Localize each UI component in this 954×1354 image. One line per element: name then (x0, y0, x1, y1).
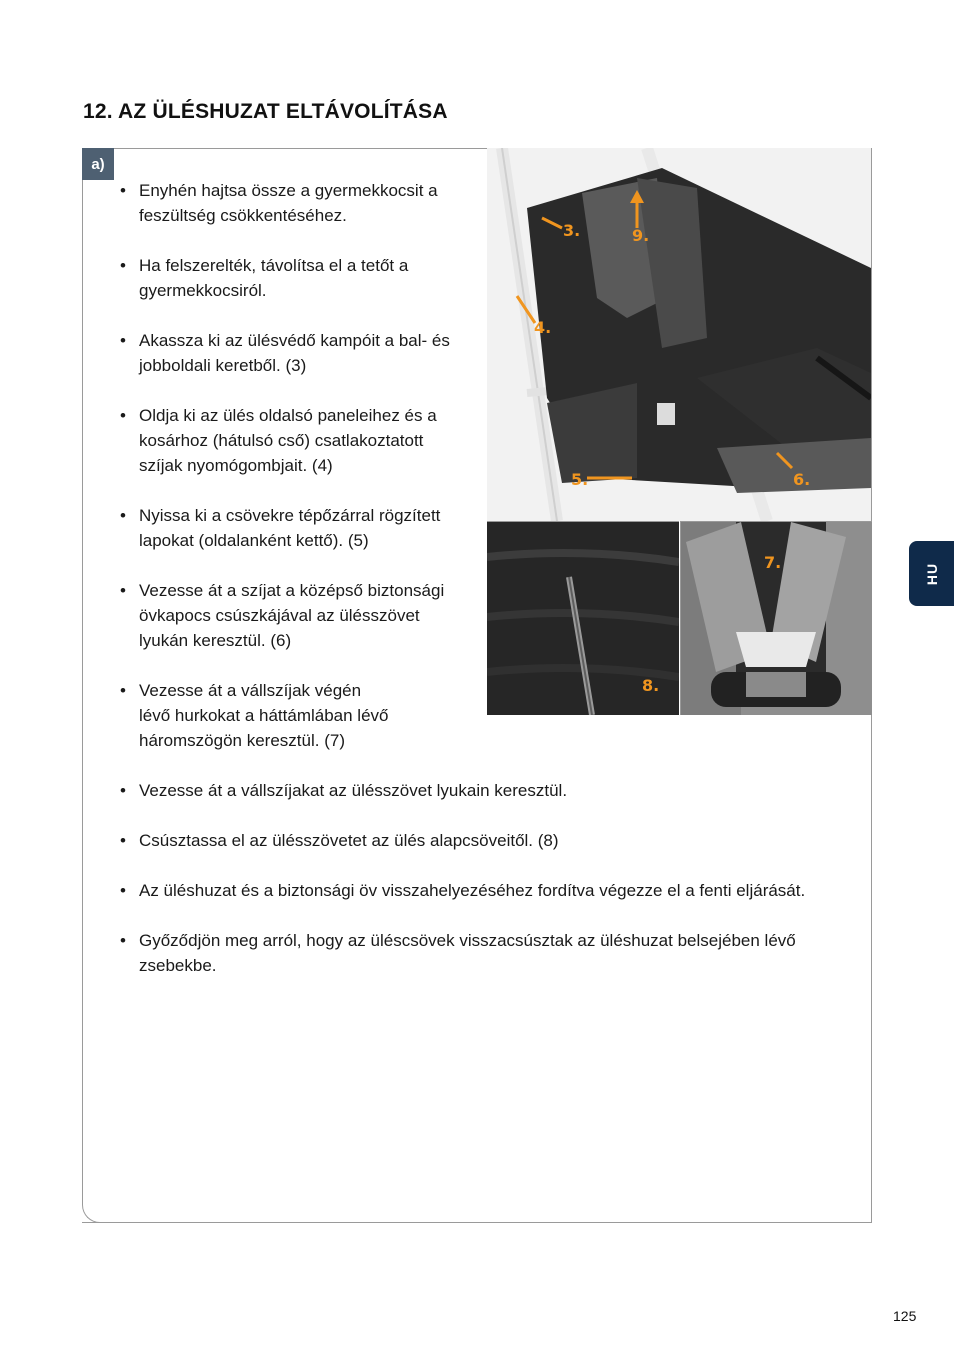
callout-5: 5. (571, 470, 589, 489)
shoulder-strap-detail-photo (680, 521, 872, 715)
instruction-item (119, 578, 481, 653)
instruction-line: • Vezesse át a szíjat a középső biztonsági (139, 581, 445, 600)
step-label: a) (82, 148, 114, 180)
instruction-line: háromszögön keresztül. (7) (139, 731, 345, 750)
instruction-line: gyermekkocsiról. (139, 281, 267, 300)
instruction-line: szíjak nyomógombjait. (4) (139, 456, 333, 475)
instruction-line: • Oldja ki az ülés oldalsó paneleihez és a (139, 406, 437, 425)
instruction-line: • Nyissa ki a csövekre tépőzárral rögzített (139, 506, 441, 525)
instruction-line: • Az üléshuzat és a biztonsági öv visszahelyezéséhez fordítva végezze el a fenti eljárását. (139, 881, 806, 900)
section-title: 12. AZ ÜLÉSHUZAT ELTÁVOLÍTÁSA (83, 100, 448, 123)
instruction-line: • Győződjön meg arról, hogy az üléscsövek visszacsúsztak az üléshuzat belsejében lévő (139, 931, 796, 950)
instruction-line: • Enyhén hajtsa össze a gyermekkocsit a (139, 181, 438, 200)
instruction-line: feszültség csökkentéséhez. (139, 206, 347, 225)
callout-6: 6. (793, 470, 811, 489)
instruction-item (119, 828, 805, 853)
instruction-line: lyukán keresztül. (6) (139, 631, 292, 650)
instruction-line: övkapocs csúszkájával az ülésszövet (139, 606, 420, 625)
instruction-item (119, 403, 481, 478)
instruction-item (119, 328, 481, 378)
instruction-line: • Vezesse át a vállszíjak végén (139, 681, 362, 700)
strap-detail-illustration (681, 522, 872, 715)
instruction-line: zsebekbe. (139, 956, 217, 975)
callout-9: 9. (632, 226, 650, 245)
instruction-item (119, 878, 805, 903)
instruction-item (119, 678, 481, 753)
instruction-line: • Akassza ki az ülésvédő kampóit a bal- és (139, 331, 450, 350)
callout-3: 3. (563, 221, 581, 240)
instruction-item (119, 503, 481, 553)
instruction-item (119, 253, 481, 303)
language-tab-label: HU (923, 562, 940, 585)
callout-4: 4. (534, 318, 552, 337)
seat-tube-detail-photo (487, 521, 679, 715)
callout-8: 8. (642, 676, 660, 695)
instruction-line: jobboldali keretből. (3) (139, 356, 307, 375)
stroller-seat-photo (487, 148, 871, 521)
instruction-item (119, 928, 805, 978)
callout-7: 7. (764, 553, 782, 572)
instruction-line: lévő hurkokat a háttámlában lévő (139, 706, 389, 725)
instruction-line: lapokat (oldalanként kettő). (5) (139, 531, 369, 550)
page-number: 125 (893, 1308, 917, 1324)
instruction-line: kosárhoz (hátulsó cső) csatlakoztatott (139, 431, 424, 450)
instruction-item (119, 178, 481, 228)
instruction-frame-corner (82, 148, 103, 1223)
instruction-item (119, 778, 805, 803)
language-tab (909, 541, 954, 606)
instruction-line: • Ha felszerelték, távolítsa el a tetőt a (139, 256, 409, 275)
instruction-line: • Vezesse át a vállszíjakat az ülésszövet lyukain keresztül. (139, 781, 568, 800)
instruction-line: • Csúsztassa el az ülésszövetet az ülés alapcsöveitől. (8) (139, 831, 559, 850)
